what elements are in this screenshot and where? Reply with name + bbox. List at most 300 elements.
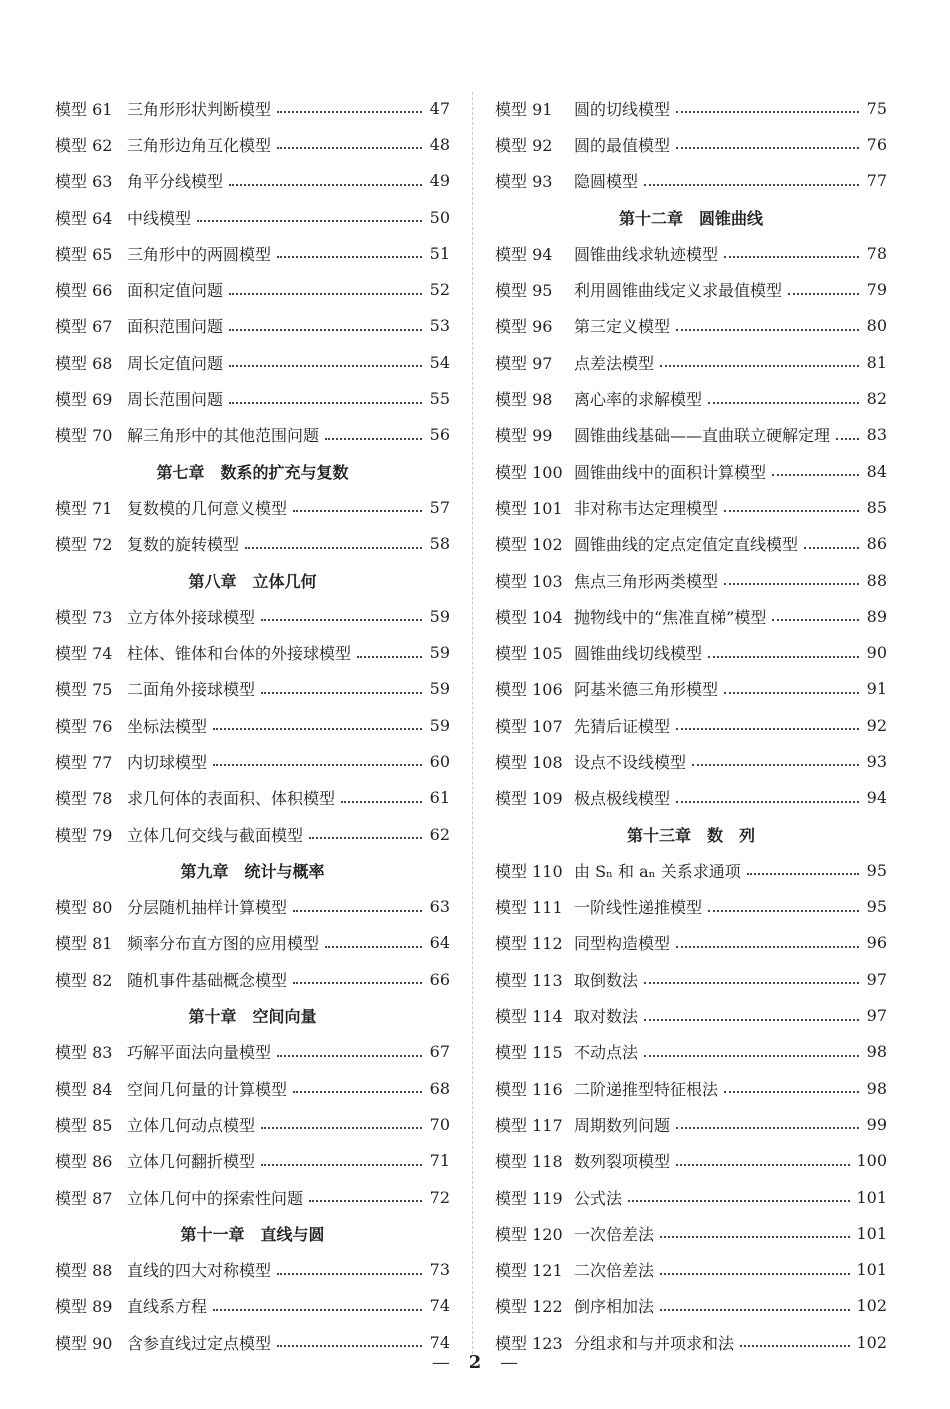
- toc-entry[interactable]: [55, 126, 450, 162]
- toc-entry[interactable]: [495, 1070, 887, 1106]
- entry-number: 模型 103: [495, 571, 563, 591]
- entry-number: 模型 74: [55, 644, 113, 664]
- toc-entry[interactable]: [55, 1288, 450, 1324]
- toc-entry[interactable]: [495, 634, 887, 670]
- entry-page-number: 58: [429, 534, 450, 554]
- toc-entry[interactable]: [495, 852, 887, 888]
- entry-page-number: 73: [429, 1260, 450, 1280]
- dot-leader: [261, 1127, 422, 1129]
- entry-title: 设点不设线模型: [574, 752, 687, 772]
- entry-title: 直线的四大对称模型: [127, 1261, 272, 1281]
- entry-page-number: 67: [429, 1042, 450, 1062]
- dot-leader: [293, 510, 422, 512]
- entry-title: 倒序相加法: [574, 1297, 655, 1317]
- entry-number: 模型 111: [495, 898, 563, 918]
- page-number: 2: [468, 1352, 482, 1373]
- dot-leader: [277, 1345, 422, 1347]
- dot-leader: [261, 1164, 422, 1166]
- dot-leader: [293, 910, 422, 912]
- entry-number: 模型 86: [55, 1152, 113, 1172]
- toc-entry[interactable]: [495, 707, 887, 743]
- entry-number: 模型 70: [55, 426, 113, 446]
- dot-leader: [309, 837, 422, 839]
- entry-number: 模型 108: [495, 752, 563, 772]
- toc-entry[interactable]: [495, 1215, 887, 1251]
- entry-number: 模型 121: [495, 1261, 563, 1281]
- entry-title: 取对数法: [574, 1007, 639, 1027]
- chapter-heading: 第十二章 圆锥曲线: [618, 208, 763, 228]
- toc-entry[interactable]: [495, 997, 887, 1033]
- dot-leader: [788, 293, 859, 295]
- dot-leader: [724, 692, 859, 694]
- entry-page-number: 95: [866, 897, 887, 917]
- dot-leader: [357, 656, 422, 658]
- entry-number: 模型 113: [495, 970, 563, 990]
- entry-title: 巧解平面法向量模型: [127, 1043, 272, 1063]
- entry-number: 模型 116: [495, 1079, 563, 1099]
- entry-page-number: 60: [429, 751, 450, 771]
- entry-title: 周长范围问题: [127, 390, 224, 410]
- toc-entry[interactable]: [55, 707, 450, 743]
- toc-entry[interactable]: [55, 308, 450, 344]
- entry-number: 模型 66: [55, 281, 113, 301]
- entry-title: 立方体外接球模型: [127, 607, 256, 627]
- dot-leader: [229, 293, 422, 295]
- entry-title: 中线模型: [127, 208, 192, 228]
- dot-leader: [293, 982, 422, 984]
- entry-title: 圆锥曲线的定点定值定直线模型: [574, 535, 799, 555]
- entry-title: 求几何体的表面积、体积模型: [127, 789, 336, 809]
- entry-number: 模型 85: [55, 1115, 113, 1135]
- entry-page-number: 76: [866, 134, 887, 154]
- entry-title: 三角形中的两圆模型: [127, 244, 272, 264]
- entry-title: 数列裂项模型: [574, 1152, 671, 1172]
- entry-number: 模型 114: [495, 1007, 563, 1027]
- entry-number: 模型 75: [55, 680, 113, 700]
- dot-leader: [676, 946, 859, 948]
- dot-leader: [229, 365, 422, 367]
- dot-leader: [644, 1019, 859, 1021]
- dot-leader: [676, 1127, 859, 1129]
- entry-title: 不动点法: [574, 1043, 639, 1063]
- entry-number: 模型 93: [495, 172, 553, 192]
- entry-number: 模型 72: [55, 535, 113, 555]
- toc-entry[interactable]: [495, 562, 887, 598]
- toc-entry[interactable]: [495, 308, 887, 344]
- entry-page-number: 94: [866, 788, 887, 808]
- toc-entry[interactable]: [55, 380, 450, 416]
- entry-number: 模型 105: [495, 644, 563, 664]
- toc-entry[interactable]: [55, 1034, 450, 1070]
- entry-title: 周期数列问题: [574, 1115, 671, 1135]
- footer-dash-right: —: [500, 1352, 519, 1373]
- toc-entry[interactable]: [55, 526, 450, 562]
- entry-page-number: 49: [429, 171, 450, 191]
- entry-page-number: 62: [429, 824, 450, 844]
- dot-leader: [724, 510, 859, 512]
- entry-page-number: 47: [429, 98, 450, 118]
- entry-title: 离心率的求解模型: [574, 390, 703, 410]
- entry-number: 模型 65: [55, 244, 113, 264]
- dot-leader: [197, 220, 422, 222]
- toc-entry[interactable]: [495, 1179, 887, 1215]
- toc-entry[interactable]: [495, 1034, 887, 1070]
- entry-number: 模型 96: [495, 317, 553, 337]
- entry-page-number: 101: [856, 1223, 887, 1243]
- dot-leader: [724, 583, 859, 585]
- entry-number: 模型 67: [55, 317, 113, 337]
- column-divider: [472, 92, 473, 1354]
- entry-page-number: 50: [429, 207, 450, 227]
- entry-page-number: 90: [866, 643, 887, 663]
- toc-entry[interactable]: [55, 235, 450, 271]
- entry-page-number: 102: [856, 1296, 887, 1316]
- dot-leader: [644, 184, 859, 186]
- entry-page-number: 52: [429, 280, 450, 300]
- entry-page-number: 91: [866, 679, 887, 699]
- dot-leader: [261, 619, 422, 621]
- toc-entry[interactable]: [495, 453, 887, 489]
- entry-title: 立体几何动点模型: [127, 1115, 256, 1135]
- entry-page-number: 98: [866, 1042, 887, 1062]
- dot-leader: [747, 873, 859, 875]
- toc-entry[interactable]: [495, 780, 887, 816]
- entry-title: 角平分线模型: [127, 172, 224, 192]
- entry-page-number: 99: [866, 1114, 887, 1134]
- entry-number: 模型 77: [55, 752, 113, 772]
- entry-title: 同型构造模型: [574, 934, 671, 954]
- chapter-heading: 第十三章 数 列: [626, 825, 755, 845]
- toc-entry[interactable]: [495, 1143, 887, 1179]
- entry-title: 圆锥曲线切线模型: [574, 644, 703, 664]
- toc-entry[interactable]: [55, 780, 450, 816]
- entry-page-number: 78: [866, 243, 887, 263]
- dot-leader: [644, 982, 859, 984]
- entry-page-number: 59: [429, 715, 450, 735]
- entry-page-number: 96: [866, 933, 887, 953]
- entry-page-number: 79: [866, 280, 887, 300]
- toc-entry[interactable]: [495, 671, 887, 707]
- entry-title: 频率分布直方图的应用模型: [127, 934, 320, 954]
- toc-entry[interactable]: [495, 380, 887, 416]
- toc-entry[interactable]: [495, 1288, 887, 1324]
- toc-entry[interactable]: [495, 743, 887, 779]
- dot-leader: [325, 438, 422, 440]
- entry-title: 点差法模型: [574, 353, 655, 373]
- entry-number: 模型 95: [495, 281, 553, 301]
- dot-leader: [261, 692, 422, 694]
- toc-entry[interactable]: [495, 163, 887, 199]
- entry-page-number: 102: [856, 1332, 887, 1352]
- dot-leader: [293, 1091, 422, 1093]
- toc-entry[interactable]: [55, 925, 450, 961]
- entry-number: 模型 83: [55, 1043, 113, 1063]
- footer-dash-left: —: [431, 1352, 450, 1373]
- dot-leader: [309, 1200, 422, 1202]
- entry-number: 模型 79: [55, 825, 113, 845]
- entry-page-number: 74: [429, 1332, 450, 1352]
- entry-number: 模型 123: [495, 1333, 563, 1353]
- entry-number: 模型 119: [495, 1188, 563, 1208]
- entry-number: 模型 87: [55, 1188, 113, 1208]
- dot-leader: [277, 111, 422, 113]
- entry-title: 由 Sₙ 和 aₙ 关系求通项: [574, 861, 741, 881]
- entry-page-number: 59: [429, 643, 450, 663]
- toc-entry[interactable]: [495, 271, 887, 307]
- toc-entry[interactable]: [55, 634, 450, 670]
- entry-number: 模型 81: [55, 934, 113, 954]
- dot-leader: [277, 147, 422, 149]
- dot-leader: [660, 1236, 850, 1238]
- entry-number: 模型 82: [55, 970, 113, 990]
- dot-leader: [660, 1309, 850, 1311]
- entry-number: 模型 69: [55, 390, 113, 410]
- entry-number: 模型 73: [55, 607, 113, 627]
- dot-leader: [229, 329, 422, 331]
- entry-number: 模型 91: [495, 99, 553, 119]
- dot-leader: [676, 329, 859, 331]
- entry-page-number: 93: [866, 751, 887, 771]
- dot-leader: [708, 910, 859, 912]
- entry-page-number: 72: [429, 1187, 450, 1207]
- entry-page-number: 98: [866, 1078, 887, 1098]
- entry-title: 一阶线性递推模型: [574, 898, 703, 918]
- entry-title: 内切球模型: [127, 752, 208, 772]
- entry-title: 立体几何翻折模型: [127, 1152, 256, 1172]
- toc-entry[interactable]: [495, 90, 887, 126]
- entry-page-number: 57: [429, 497, 450, 517]
- entry-number: 模型 84: [55, 1079, 113, 1099]
- dot-leader: [676, 147, 859, 149]
- entry-number: 模型 118: [495, 1152, 563, 1172]
- toc-entry[interactable]: [55, 271, 450, 307]
- dot-leader: [676, 728, 859, 730]
- entry-page-number: 80: [866, 316, 887, 336]
- entry-page-number: 71: [429, 1151, 450, 1171]
- entry-number: 模型 106: [495, 680, 563, 700]
- entry-title: 先猜后证模型: [574, 716, 671, 736]
- toc-entry[interactable]: [55, 417, 450, 453]
- dot-leader: [229, 402, 422, 404]
- entry-title: 面积定值问题: [127, 281, 224, 301]
- entry-page-number: 101: [856, 1187, 887, 1207]
- entry-title: 解三角形中的其他范围问题: [127, 426, 320, 446]
- entry-number: 模型 122: [495, 1297, 563, 1317]
- entry-number: 模型 100: [495, 462, 563, 482]
- toc-entry[interactable]: [495, 1252, 887, 1288]
- entry-page-number: 83: [866, 425, 887, 445]
- entry-title: 柱体、锥体和台体的外接球模型: [127, 644, 352, 664]
- entry-number: 模型 104: [495, 607, 563, 627]
- toc-entry[interactable]: [55, 816, 450, 852]
- entry-title: 一次倍差法: [574, 1224, 655, 1244]
- entry-number: 模型 112: [495, 934, 563, 954]
- chapter-heading: 第十一章 直线与圆: [180, 1224, 325, 1244]
- entry-title: 公式法: [574, 1188, 623, 1208]
- toc-entry[interactable]: [55, 163, 450, 199]
- entry-page-number: 56: [429, 425, 450, 445]
- toc-entry[interactable]: [55, 889, 450, 925]
- dot-leader: [229, 184, 422, 186]
- toc-entry[interactable]: [55, 598, 450, 634]
- toc-column-left: [55, 90, 450, 1360]
- dot-leader: [772, 474, 859, 476]
- entry-page-number: 75: [866, 98, 887, 118]
- entry-page-number: 84: [866, 461, 887, 481]
- entry-page-number: 81: [866, 352, 887, 372]
- entry-number: 模型 101: [495, 498, 563, 518]
- entry-number: 模型 99: [495, 426, 553, 446]
- toc-entry[interactable]: [495, 1106, 887, 1142]
- entry-page-number: 59: [429, 679, 450, 699]
- entry-page-number: 85: [866, 497, 887, 517]
- dot-leader: [213, 728, 422, 730]
- entry-number: 模型 71: [55, 498, 113, 518]
- toc-entry[interactable]: [495, 417, 887, 453]
- entry-page-number: 55: [429, 389, 450, 409]
- dot-leader: [213, 764, 422, 766]
- entry-title: 利用圆锥曲线定义求最值模型: [574, 281, 783, 301]
- entry-title: 面积范围问题: [127, 317, 224, 337]
- entry-title: 立体几何中的探索性问题: [127, 1188, 304, 1208]
- dot-leader: [277, 1055, 422, 1057]
- toc-entry[interactable]: [55, 1143, 450, 1179]
- entry-title: 二阶递推型特征根法: [574, 1079, 719, 1099]
- entry-title: 焦点三角形两类模型: [574, 571, 719, 591]
- toc-entry[interactable]: [495, 235, 887, 271]
- dot-leader: [660, 1273, 850, 1275]
- entry-page-number: 64: [429, 933, 450, 953]
- toc-entry[interactable]: [55, 961, 450, 997]
- toc-entry[interactable]: [495, 961, 887, 997]
- entry-title: 阿基米德三角形模型: [574, 680, 719, 700]
- entry-page-number: 95: [866, 860, 887, 880]
- toc-column-right: [495, 90, 887, 1360]
- entry-page-number: 61: [429, 788, 450, 808]
- entry-title: 空间几何量的计算模型: [127, 1079, 288, 1099]
- entry-number: 模型 63: [55, 172, 113, 192]
- entry-title: 立体几何交线与截面模型: [127, 825, 304, 845]
- toc-entry[interactable]: [55, 489, 450, 525]
- entry-page-number: 66: [429, 969, 450, 989]
- entry-number: 模型 92: [495, 135, 553, 155]
- dot-leader: [724, 256, 859, 258]
- toc-entry[interactable]: [55, 671, 450, 707]
- entry-title: 二面角外接球模型: [127, 680, 256, 700]
- entry-number: 模型 89: [55, 1297, 113, 1317]
- entry-title: 圆锥曲线求轨迹模型: [574, 244, 719, 264]
- entry-number: 模型 94: [495, 244, 553, 264]
- toc-entry[interactable]: [55, 1106, 450, 1142]
- entry-page-number: 53: [429, 316, 450, 336]
- dot-leader: [277, 256, 422, 258]
- dot-leader: [644, 1055, 859, 1057]
- entry-number: 模型 80: [55, 898, 113, 918]
- toc-entry[interactable]: [55, 1252, 450, 1288]
- entry-title: 第三定义模型: [574, 317, 671, 337]
- toc-entry[interactable]: [55, 90, 450, 126]
- chapter-heading: 第十章 空间向量: [188, 1007, 317, 1027]
- dot-leader: [708, 402, 859, 404]
- toc-entry[interactable]: [55, 199, 450, 235]
- entry-page-number: 89: [866, 606, 887, 626]
- entry-title: 圆锥曲线中的面积计算模型: [574, 462, 767, 482]
- entry-title: 极点极线模型: [574, 789, 671, 809]
- entry-title: 圆锥曲线基础——直曲联立硬解定理: [574, 426, 831, 446]
- toc-entry[interactable]: [55, 1070, 450, 1106]
- entry-number: 模型 64: [55, 208, 113, 228]
- entry-title: 分层随机抽样计算模型: [127, 898, 288, 918]
- entry-number: 模型 117: [495, 1115, 563, 1135]
- dot-leader: [277, 1273, 422, 1275]
- toc-entry[interactable]: [495, 489, 887, 525]
- entry-title: 复数的旋转模型: [127, 535, 240, 555]
- entry-number: 模型 62: [55, 135, 113, 155]
- entry-number: 模型 97: [495, 353, 553, 373]
- entry-number: 模型 98: [495, 390, 553, 410]
- dot-leader: [692, 764, 859, 766]
- toc-entry[interactable]: [495, 526, 887, 562]
- entry-page-number: 48: [429, 134, 450, 154]
- entry-page-number: 88: [866, 570, 887, 590]
- entry-title: 抛物线中的“焦准直梯”模型: [574, 607, 767, 627]
- entry-number: 模型 115: [495, 1043, 563, 1063]
- toc-entry[interactable]: [495, 598, 887, 634]
- toc-entry[interactable]: [55, 1179, 450, 1215]
- dot-leader: [772, 619, 859, 621]
- entry-title: 三角形边角互化模型: [127, 135, 272, 155]
- entry-number: 模型 102: [495, 535, 563, 555]
- entry-page-number: 54: [429, 352, 450, 372]
- toc-entry[interactable]: [55, 344, 450, 380]
- entry-title: 三角形形状判断模型: [127, 99, 272, 119]
- entry-title: 含参直线过定点模型: [127, 1333, 272, 1353]
- entry-title: 非对称韦达定理模型: [574, 498, 719, 518]
- dot-leader: [676, 111, 859, 113]
- dot-leader: [628, 1200, 850, 1202]
- entry-number: 模型 61: [55, 99, 113, 119]
- entry-page-number: 92: [866, 715, 887, 735]
- entry-title: 复数模的几何意义模型: [127, 498, 288, 518]
- entry-number: 模型 88: [55, 1261, 113, 1281]
- toc-entry[interactable]: [495, 889, 887, 925]
- entry-page-number: 97: [866, 969, 887, 989]
- toc-entry[interactable]: [55, 743, 450, 779]
- toc-entry[interactable]: [495, 126, 887, 162]
- entry-title: 取倒数法: [574, 970, 639, 990]
- entry-page-number: 63: [429, 897, 450, 917]
- dot-leader: [676, 1164, 850, 1166]
- entry-title: 隐圆模型: [574, 172, 639, 192]
- chapter-heading: 第八章 立体几何: [188, 571, 317, 591]
- entry-page-number: 68: [429, 1078, 450, 1098]
- chapter-heading: 第九章 统计与概率: [180, 861, 325, 881]
- entry-page-number: 77: [866, 171, 887, 191]
- toc-entry[interactable]: [495, 925, 887, 961]
- entry-page-number: 97: [866, 1006, 887, 1026]
- entry-number: 模型 68: [55, 353, 113, 373]
- entry-title: 周长定值问题: [127, 353, 224, 373]
- dot-leader: [325, 946, 422, 948]
- dot-leader: [740, 1345, 850, 1347]
- toc-entry[interactable]: [495, 344, 887, 380]
- chapter-heading: 第七章 数系的扩充与复数: [156, 462, 349, 482]
- dot-leader: [804, 547, 859, 549]
- dot-leader: [341, 801, 422, 803]
- entry-title: 圆的最值模型: [574, 135, 671, 155]
- entry-number: 模型 120: [495, 1224, 563, 1244]
- entry-title: 二次倍差法: [574, 1261, 655, 1281]
